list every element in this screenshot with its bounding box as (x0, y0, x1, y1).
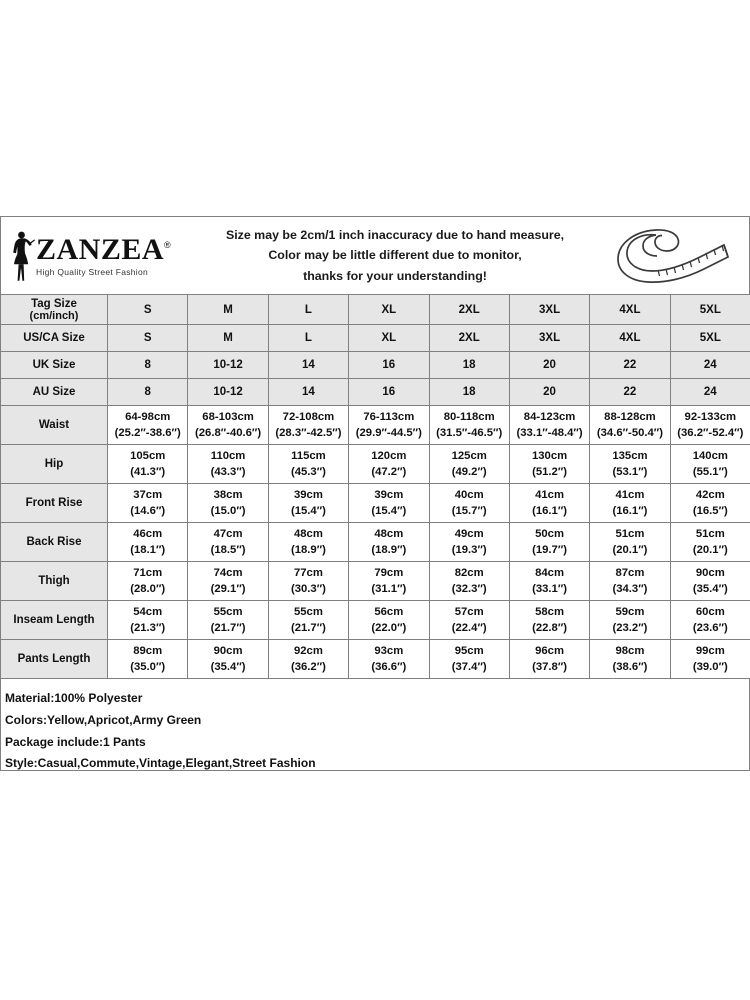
cell-au-4xl: 22 (590, 379, 670, 406)
value-cm: 92-133cm (684, 411, 737, 423)
value-inch: (39.0″) (692, 661, 728, 674)
value-cm: 89cm (133, 645, 163, 658)
row-label-us-ca-size: US/CA Size (1, 325, 108, 352)
cell-back-rise-4xl (590, 523, 670, 562)
disclaimer-line-2: Color may be little different due to monitor, (268, 248, 522, 263)
brand-wordmark (36, 232, 172, 277)
row-label-inseam-length: Inseam Length (1, 601, 108, 640)
cell-hip-3xl (509, 445, 589, 484)
cell-uk-5xl: 24 (670, 352, 750, 379)
value-cm: 110cm (210, 450, 246, 463)
cell-waist-2xl (429, 406, 509, 445)
brand-name-row (36, 232, 172, 266)
value-inch: (18.1″) (130, 544, 166, 557)
cell-front-rise-m (188, 484, 268, 523)
cell-pants-length-5xl (670, 640, 750, 679)
cell-hip-m (188, 445, 268, 484)
product-material: Material:100% Polyester (5, 691, 143, 706)
woman-silhouette-icon (9, 230, 35, 282)
value-inch: (23.2″) (612, 622, 648, 635)
value-cm: 50cm (535, 528, 565, 541)
row-label-waist: Waist (1, 406, 108, 445)
chart-header-banner (0, 216, 750, 294)
value-cm: 96cm (535, 645, 565, 658)
value-inch: (47.2″) (371, 466, 407, 479)
cell-tag-size-s: S (108, 295, 188, 325)
cell-tag-size-m: M (188, 295, 268, 325)
value-inch: (16.5″) (692, 505, 728, 518)
value-cm: 49cm (454, 528, 484, 541)
row-label-back-rise: Back Rise (1, 523, 108, 562)
cell-waist-xl (349, 406, 429, 445)
value-cm: 120cm (371, 450, 407, 463)
table-row-hip (1, 445, 750, 484)
cell-waist-s (108, 406, 188, 445)
measuring-tape-icon (612, 225, 736, 287)
value-inch: (22.4″) (451, 622, 487, 635)
value-inch: (15.4″) (290, 505, 326, 518)
value-inch: (22.8″) (532, 622, 568, 635)
cell-front-rise-5xl (670, 484, 750, 523)
cell-thigh-xl (349, 562, 429, 601)
cell-inseam-3xl (509, 601, 589, 640)
value-inch: (18.5″) (210, 544, 246, 557)
cell-us-ca-4xl: 4XL (590, 325, 670, 352)
value-inch: (45.3″) (290, 466, 326, 479)
value-cm: 99cm (695, 645, 725, 658)
cell-inseam-4xl (590, 601, 670, 640)
cell-pants-length-4xl (590, 640, 670, 679)
cell-au-s: 8 (108, 379, 188, 406)
cell-uk-l: 14 (268, 352, 348, 379)
cell-us-ca-l: L (268, 325, 348, 352)
value-cm: 38cm (213, 489, 243, 502)
product-colors: Colors:Yellow,Apricot,Army Green (5, 713, 202, 728)
value-cm: 88-128cm (604, 411, 656, 423)
value-cm: 41cm (535, 489, 565, 502)
cell-front-rise-l (268, 484, 348, 523)
row-label-sub: (cm/inch) (29, 309, 79, 322)
product-style: Style:Casual,Commute,Vintage,Elegant,Street Fashion (5, 756, 316, 771)
value-inch: (30.3″) (290, 583, 326, 596)
value-inch: (31.5″-46.5″) (436, 427, 503, 440)
value-cm: 51cm (615, 528, 645, 541)
row-label-au-size: AU Size (1, 379, 108, 406)
value-inch: (20.1″) (692, 544, 728, 557)
value-cm: 76-113cm (363, 411, 415, 423)
value-inch: (21.7″) (290, 622, 326, 635)
cell-front-rise-xl (349, 484, 429, 523)
value-cm: 46cm (133, 528, 163, 541)
value-inch: (26.8″-40.6″) (195, 427, 262, 440)
value-cm: 90cm (213, 645, 243, 658)
table-row-au-size (1, 379, 750, 406)
product-package: Package include:1 Pants (5, 734, 146, 749)
disclaimer-line-1: Size may be 2cm/1 inch inaccuracy due to hand measure, (225, 228, 565, 243)
row-label-front-rise: Front Rise (1, 484, 108, 523)
size-chart-container (0, 216, 750, 771)
cell-us-ca-3xl: 3XL (509, 325, 589, 352)
value-cm: 68-103cm (202, 411, 254, 423)
value-inch: (35.4″) (210, 661, 246, 674)
brand-tagline: High Quality Street Fashion (36, 266, 149, 277)
value-cm: 84cm (535, 567, 565, 580)
row-label-text: Tag Size (31, 297, 77, 310)
value-inch: (23.6″) (692, 622, 728, 635)
value-inch: (15.0″) (210, 505, 246, 518)
cell-au-5xl: 24 (670, 379, 750, 406)
value-inch: (29.1″) (210, 583, 246, 596)
disclaimer-line-3: thanks for your understanding! (303, 268, 487, 283)
value-cm: 92cm (293, 645, 323, 658)
value-inch: (21.3″) (130, 622, 166, 635)
value-inch: (15.4″) (371, 505, 407, 518)
value-cm: 48cm (374, 528, 404, 541)
value-inch: (22.0″) (371, 622, 407, 635)
cell-waist-3xl (509, 406, 589, 445)
size-chart-table (0, 294, 750, 679)
cell-pants-length-xl (349, 640, 429, 679)
cell-back-rise-l (268, 523, 348, 562)
cell-uk-s: 8 (108, 352, 188, 379)
value-cm: 51cm (695, 528, 725, 541)
value-cm: 47cm (213, 528, 243, 541)
value-inch: (25.2″-38.6″) (114, 427, 181, 440)
tape-illustration (599, 217, 749, 294)
cell-front-rise-4xl (590, 484, 670, 523)
value-inch: (41.3″) (130, 466, 166, 479)
row-label-pants-length: Pants Length (1, 640, 108, 679)
value-cm: 59cm (615, 606, 645, 619)
measurement-disclaimer (191, 225, 599, 285)
value-cm: 74cm (213, 567, 243, 580)
value-inch: (36.2″-52.4″) (677, 427, 744, 440)
cell-waist-5xl (670, 406, 750, 445)
cell-waist-m (188, 406, 268, 445)
value-inch: (18.9″) (290, 544, 326, 557)
cell-inseam-xl (349, 601, 429, 640)
cell-au-m: 10-12 (188, 379, 268, 406)
table-row-us-ca-size (1, 325, 750, 352)
value-inch: (37.8″) (532, 661, 568, 674)
cell-tag-size-4xl: 4XL (590, 295, 670, 325)
value-inch: (20.1″) (612, 544, 648, 557)
table-row-uk-size (1, 352, 750, 379)
table-row-front-rise (1, 484, 750, 523)
cell-us-ca-5xl: 5XL (670, 325, 750, 352)
value-cm: 39cm (374, 489, 404, 502)
value-inch: (19.7″) (532, 544, 568, 557)
cell-thigh-m (188, 562, 268, 601)
value-cm: 115cm (291, 450, 326, 463)
value-inch: (21.7″) (210, 622, 246, 635)
value-cm: 55cm (213, 606, 243, 619)
table-row-inseam-length (1, 601, 750, 640)
cell-pants-length-2xl (429, 640, 509, 679)
cell-au-3xl: 20 (509, 379, 589, 406)
value-inch: (16.1″) (612, 505, 648, 518)
cell-tag-size-2xl: 2XL (429, 295, 509, 325)
value-cm: 64-98cm (125, 411, 171, 423)
value-cm: 98cm (615, 645, 645, 658)
cell-us-ca-2xl: 2XL (429, 325, 509, 352)
value-inch: (34.3″) (612, 583, 648, 596)
value-cm: 48cm (293, 528, 323, 541)
cell-inseam-s (108, 601, 188, 640)
cell-inseam-5xl (670, 601, 750, 640)
value-cm: 90cm (695, 567, 725, 580)
value-cm: 72-108cm (282, 411, 335, 423)
value-inch: (28.0″) (130, 583, 166, 596)
value-cm: 84-123cm (523, 411, 576, 423)
value-cm: 95cm (454, 645, 484, 658)
cell-thigh-4xl (590, 562, 670, 601)
cell-back-rise-xl (349, 523, 429, 562)
cell-thigh-5xl (670, 562, 750, 601)
value-inch: (34.6″-50.4″) (596, 427, 663, 440)
value-cm: 41cm (615, 489, 645, 502)
value-cm: 40cm (454, 489, 484, 502)
cell-back-rise-m (188, 523, 268, 562)
cell-pants-length-l (268, 640, 348, 679)
value-inch: (55.1″) (692, 466, 728, 479)
value-cm: 39cm (293, 489, 323, 502)
value-cm: 60cm (695, 606, 725, 619)
value-cm: 105cm (130, 450, 166, 463)
value-cm: 80-118cm (443, 411, 495, 423)
brand-logo (1, 217, 191, 294)
cell-tag-size-l: L (268, 295, 348, 325)
value-cm: 135cm (612, 450, 648, 463)
cell-waist-l (268, 406, 348, 445)
registered-mark-icon: ® (164, 239, 172, 250)
cell-us-ca-s: S (108, 325, 188, 352)
value-inch: (19.3″) (451, 544, 487, 557)
value-cm: 82cm (454, 567, 484, 580)
cell-hip-5xl (670, 445, 750, 484)
cell-uk-4xl: 22 (590, 352, 670, 379)
cell-hip-xl (349, 445, 429, 484)
cell-au-l: 14 (268, 379, 348, 406)
cell-tag-size-5xl: 5XL (670, 295, 750, 325)
value-inch: (53.1″) (612, 466, 648, 479)
value-inch: (15.7″) (451, 505, 487, 518)
table-row-tag-size (1, 295, 750, 325)
value-inch: (35.0″) (130, 661, 166, 674)
value-inch: (29.9″-44.5″) (355, 427, 422, 440)
cell-front-rise-2xl (429, 484, 509, 523)
value-inch: (51.2″) (532, 466, 568, 479)
value-inch: (14.6″) (130, 505, 166, 518)
cell-back-rise-3xl (509, 523, 589, 562)
cell-uk-3xl: 20 (509, 352, 589, 379)
cell-pants-length-m (188, 640, 268, 679)
cell-tag-size-xl: XL (349, 295, 429, 325)
value-inch: (49.2″) (451, 466, 487, 479)
cell-tag-size-3xl: 3XL (509, 295, 589, 325)
cell-us-ca-xl: XL (349, 325, 429, 352)
brand-name: ZANZEA (36, 232, 165, 266)
value-inch: (16.1″) (532, 505, 568, 518)
cell-back-rise-s (108, 523, 188, 562)
cell-inseam-2xl (429, 601, 509, 640)
cell-inseam-m (188, 601, 268, 640)
cell-back-rise-2xl (429, 523, 509, 562)
cell-thigh-s (108, 562, 188, 601)
cell-pants-length-s (108, 640, 188, 679)
value-inch: (36.6″) (371, 661, 407, 674)
value-inch: (31.1″) (371, 583, 407, 596)
value-inch: (33.1″) (532, 583, 568, 596)
value-inch: (43.3″) (210, 466, 246, 479)
cell-inseam-l (268, 601, 348, 640)
cell-us-ca-m: M (188, 325, 268, 352)
value-cm: 140cm (692, 450, 728, 463)
cell-thigh-2xl (429, 562, 509, 601)
value-inch: (38.6″) (612, 661, 648, 674)
cell-hip-l (268, 445, 348, 484)
cell-waist-4xl (590, 406, 670, 445)
value-inch: (18.9″) (371, 544, 407, 557)
value-inch: (28.3″-42.5″) (275, 427, 342, 440)
value-cm: 54cm (133, 606, 163, 619)
cell-back-rise-5xl (670, 523, 750, 562)
cell-pants-length-3xl (509, 640, 589, 679)
value-cm: 56cm (374, 606, 404, 619)
cell-front-rise-3xl (509, 484, 589, 523)
value-cm: 93cm (374, 645, 404, 658)
cell-uk-xl: 16 (349, 352, 429, 379)
table-row-waist (1, 406, 750, 445)
row-label-uk-size: UK Size (1, 352, 108, 379)
value-inch: (35.4″) (692, 583, 728, 596)
table-row-pants-length (1, 640, 750, 679)
row-label-hip: Hip (1, 445, 108, 484)
cell-thigh-l (268, 562, 348, 601)
product-details (0, 679, 750, 771)
value-inch: (37.4″) (451, 661, 487, 674)
value-cm: 125cm (451, 450, 487, 463)
cell-uk-2xl: 18 (429, 352, 509, 379)
value-cm: 42cm (695, 489, 725, 502)
value-cm: 130cm (531, 450, 568, 463)
cell-thigh-3xl (509, 562, 589, 601)
cell-au-xl: 16 (349, 379, 429, 406)
row-label-tag-size (1, 295, 108, 325)
value-cm: 37cm (133, 489, 163, 502)
cell-uk-m: 10-12 (188, 352, 268, 379)
value-cm: 79cm (374, 567, 404, 580)
value-cm: 77cm (293, 567, 323, 580)
cell-front-rise-s (108, 484, 188, 523)
value-cm: 71cm (133, 567, 163, 580)
cell-hip-s (108, 445, 188, 484)
cell-au-2xl: 18 (429, 379, 509, 406)
value-cm: 58cm (535, 606, 565, 619)
value-cm: 57cm (454, 606, 484, 619)
value-cm: 55cm (293, 606, 323, 619)
row-label-thigh: Thigh (1, 562, 108, 601)
cell-hip-2xl (429, 445, 509, 484)
cell-hip-4xl (590, 445, 670, 484)
table-row-back-rise (1, 523, 750, 562)
value-inch: (32.3″) (451, 583, 487, 596)
value-inch: (33.1″-48.4″) (516, 427, 583, 440)
value-cm: 87cm (615, 567, 645, 580)
value-inch: (36.2″) (290, 661, 326, 674)
table-row-thigh (1, 562, 750, 601)
